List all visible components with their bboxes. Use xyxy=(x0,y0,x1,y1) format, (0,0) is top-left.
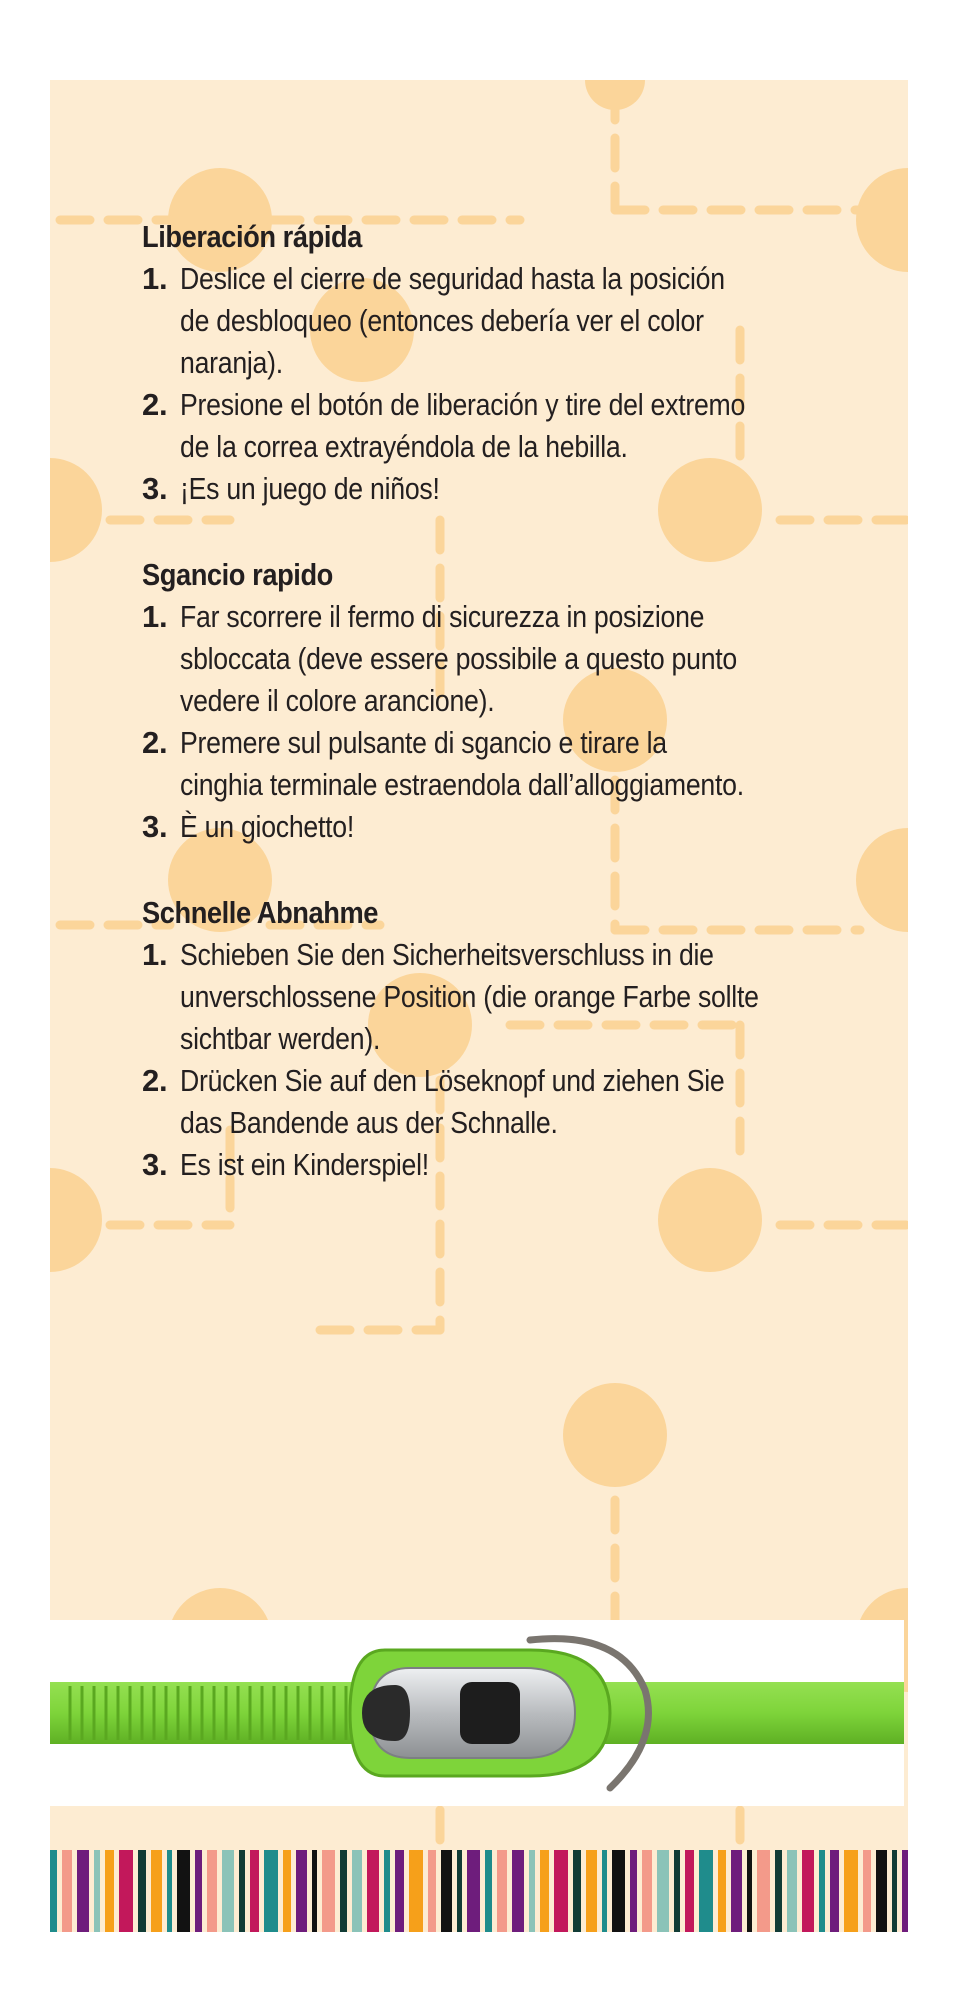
step-line: vedere il colore arancione). xyxy=(180,683,495,718)
stripe xyxy=(409,1850,423,1932)
step-text xyxy=(180,258,767,384)
stripe xyxy=(340,1850,347,1932)
stripe xyxy=(467,1850,480,1932)
stripe xyxy=(296,1850,307,1932)
stripe xyxy=(554,1850,568,1932)
stripe xyxy=(322,1850,335,1932)
stripe xyxy=(177,1850,190,1932)
step-line: Presione el botón de liberación y tire del extremo xyxy=(180,387,746,422)
stripe xyxy=(802,1850,814,1932)
step-line: das Bandende aus der Schnalle. xyxy=(180,1105,558,1140)
step-text xyxy=(180,384,767,468)
stripe xyxy=(50,1850,57,1932)
step-item xyxy=(142,1144,862,1186)
stripe xyxy=(250,1850,259,1932)
step-number: 3. xyxy=(142,809,168,844)
decorative-stripe-band xyxy=(50,1850,908,1932)
stripe xyxy=(138,1850,146,1932)
stripe xyxy=(312,1850,317,1932)
step-number: 2. xyxy=(142,1063,168,1098)
stripe xyxy=(195,1850,202,1932)
stripe xyxy=(630,1850,637,1932)
release-button-icon xyxy=(460,1682,520,1744)
stripe xyxy=(819,1850,825,1932)
stripe xyxy=(685,1850,694,1932)
manual-page xyxy=(50,80,908,1932)
stripe xyxy=(497,1850,507,1932)
step-number: 1. xyxy=(142,261,168,296)
stripe xyxy=(428,1850,436,1932)
step-text xyxy=(180,1144,767,1186)
step-item xyxy=(142,468,862,510)
step-line: sichtbar werden). xyxy=(180,1021,381,1056)
stripe xyxy=(602,1850,607,1932)
stripe xyxy=(264,1850,278,1932)
step-number: 2. xyxy=(142,725,168,760)
stripe xyxy=(395,1850,404,1932)
step-text xyxy=(180,806,767,848)
stripe xyxy=(674,1850,680,1932)
step-line: Deslice el cierre de seguridad hasta la posición xyxy=(180,261,725,296)
step-line: Far scorrere il fermo di sicurezza in posizione xyxy=(180,599,705,634)
stripe xyxy=(642,1850,652,1932)
stripe xyxy=(167,1850,172,1932)
stripe xyxy=(830,1850,839,1932)
collar-buckle-illustration xyxy=(50,1620,904,1806)
step-text xyxy=(180,1060,767,1144)
step-line: unverschlossene Position (die orange Farbe sollte xyxy=(180,979,759,1014)
stripe xyxy=(863,1850,871,1932)
stripe xyxy=(529,1850,535,1932)
stripe xyxy=(747,1850,752,1932)
collar-buckle-image xyxy=(50,1620,904,1806)
stripe xyxy=(441,1850,452,1932)
step-number: 3. xyxy=(142,1147,168,1182)
stripe xyxy=(239,1850,245,1932)
stripe xyxy=(718,1850,726,1932)
step-list xyxy=(142,258,862,510)
stripe xyxy=(512,1850,524,1932)
step-item xyxy=(142,596,862,722)
step-line: naranja). xyxy=(180,345,283,380)
stripe xyxy=(222,1850,234,1932)
step-line: de desbloqueo (entonces debería ver el color xyxy=(180,303,704,338)
stripe xyxy=(902,1850,908,1932)
stripe xyxy=(485,1850,492,1932)
step-line: È un giochetto! xyxy=(180,809,355,844)
stripe xyxy=(119,1850,133,1932)
step-text xyxy=(180,596,767,722)
step-line: ¡Es un juego de niños! xyxy=(180,471,440,506)
safety-lock-icon xyxy=(362,1685,410,1741)
section-german xyxy=(142,892,862,1186)
step-text xyxy=(180,722,767,806)
stripe xyxy=(657,1850,669,1932)
stripe xyxy=(457,1850,462,1932)
step-number: 1. xyxy=(142,937,168,972)
step-line: Es ist ein Kinderspiel! xyxy=(180,1147,429,1182)
step-item xyxy=(142,934,862,1060)
stripe xyxy=(775,1850,782,1932)
stripe xyxy=(787,1850,797,1932)
stripe xyxy=(612,1850,625,1932)
step-line: de la correa extrayéndola de la hebilla. xyxy=(180,429,628,464)
step-item xyxy=(142,384,862,468)
stripe xyxy=(283,1850,291,1932)
stripe xyxy=(573,1850,581,1932)
stripe xyxy=(94,1850,100,1932)
section-title: Sgancio rapido xyxy=(142,557,333,592)
instructions xyxy=(142,216,862,1230)
stripe xyxy=(352,1850,362,1932)
step-list xyxy=(142,934,862,1186)
step-item xyxy=(142,722,862,806)
stripe xyxy=(77,1850,89,1932)
stripe xyxy=(62,1850,72,1932)
stripe xyxy=(731,1850,742,1932)
section-title: Schnelle Abnahme xyxy=(142,895,379,930)
stripe xyxy=(151,1850,162,1932)
stripe xyxy=(586,1850,597,1932)
stripe xyxy=(757,1850,770,1932)
section-title: Liberación rápida xyxy=(142,219,362,254)
stripe xyxy=(540,1850,549,1932)
step-line: sbloccata (deve essere possibile a questo punto xyxy=(180,641,737,676)
step-line: cinghia terminale estraendola dall’alloggiamento. xyxy=(180,767,744,802)
section-spanish xyxy=(142,216,862,510)
step-number: 1. xyxy=(142,599,168,634)
step-item xyxy=(142,258,862,384)
stripe xyxy=(699,1850,713,1932)
step-text xyxy=(180,468,767,510)
stripe xyxy=(367,1850,379,1932)
step-number: 3. xyxy=(142,471,168,506)
step-item xyxy=(142,806,862,848)
step-line: Premere sul pulsante di sgancio e tirare la xyxy=(180,725,667,760)
stripe xyxy=(207,1850,217,1932)
step-line: Drücken Sie auf den Löseknopf und ziehen Sie xyxy=(180,1063,725,1098)
stripe xyxy=(892,1850,897,1932)
stripe xyxy=(105,1850,114,1932)
step-text xyxy=(180,934,767,1060)
stripe xyxy=(876,1850,887,1932)
step-list xyxy=(142,596,862,848)
stripe xyxy=(844,1850,858,1932)
step-item xyxy=(142,1060,862,1144)
step-number: 2. xyxy=(142,387,168,422)
stripe xyxy=(384,1850,390,1932)
step-line: Schieben Sie den Sicherheitsverschluss in die xyxy=(180,937,714,972)
section-italian xyxy=(142,554,862,848)
